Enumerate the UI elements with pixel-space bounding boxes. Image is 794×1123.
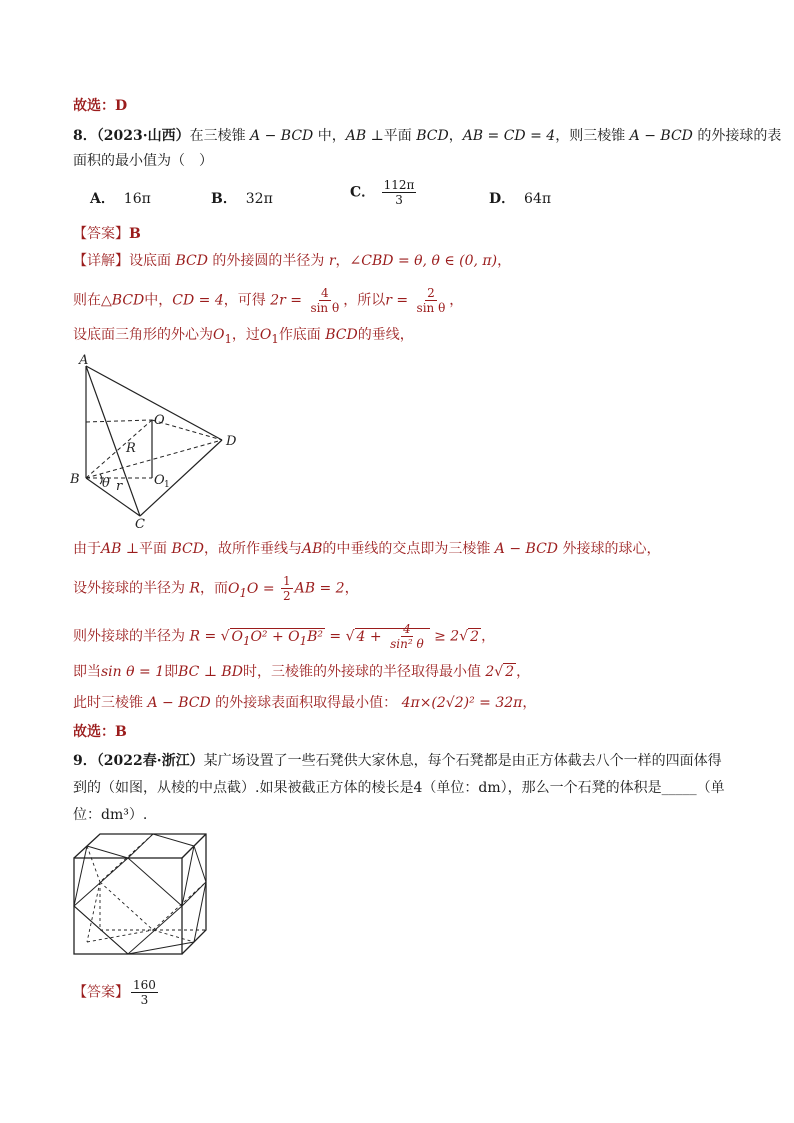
tetrahedron-figure: [70, 350, 250, 530]
text: 则在: [73, 292, 101, 309]
text: ，故所作垂线与: [203, 541, 302, 557]
text: 设底面: [129, 253, 171, 269]
text: 即当: [73, 664, 101, 680]
text: ，可得: [223, 292, 266, 309]
q8-detail-line3: 设底面三角形的外心为$O_1$，过$O_1$作底面 BCD的垂线，: [73, 327, 414, 346]
svg-text:r: r: [116, 479, 123, 494]
q8-text: 中，: [317, 128, 346, 144]
q8-option-c[interactable]: [350, 178, 418, 207]
text: 此时三棱锥: [73, 695, 143, 711]
option-label: C．: [350, 184, 376, 201]
q8-text: 在三棱锥: [189, 128, 246, 144]
svg-text:O: O: [154, 413, 165, 428]
answer-label: 【答案】: [73, 226, 129, 242]
q8-reason-line1: 由于AB ⊥平面 BCD，故所作垂线与AB的中垂线的交点即为三棱锥 A − BCD 外接球的球心，: [73, 541, 661, 557]
text: 的垂线，: [357, 327, 414, 343]
q8-answer: [73, 225, 141, 243]
q8-reason-line3: 则外接球的半径为 R = √ $O_1O^2 + O_1B^2$ = √ 4 + $\frac{4}{\text{sin² θ}}$ ≥ 2√ 2 ，: [73, 622, 496, 651]
text: 则外接球的半径为: [73, 628, 185, 645]
q8-stem-line2: 面积的最小值为（ ）: [73, 153, 213, 169]
option-value: 32π: [245, 191, 273, 207]
text: 的外接球表面积取得最小值：: [215, 695, 398, 711]
q8-final-answer: 故选：B: [73, 724, 127, 740]
q8-source: （2023·山西）: [96, 128, 190, 144]
text: 时，三棱锥的外接球的半径取得最小值: [242, 664, 481, 680]
cube-stool-figure: [70, 830, 220, 962]
q9-number: 9．: [73, 753, 97, 769]
q8-reason-line2: 设外接球的半径为 R，而$O_1O$ = $\frac{1}{2}$ AB = 2，: [73, 574, 359, 603]
q8-reason-line5: 此时三棱锥 A − BCD 的外接球表面积取得最小值： 4π×(2√2)² = 32π，: [73, 695, 537, 711]
option-label: D．: [489, 191, 516, 207]
text: 设底面三角形的外心为: [73, 327, 213, 343]
option-label: A．: [90, 191, 115, 207]
answer-label: 【答案】: [73, 984, 129, 1001]
q8-text: ，: [448, 128, 463, 144]
q9-stem-line2: 到的（如图，从棱的中点截）.如果被截正方体的棱长是4（单位：dm），那么一个石凳的体积是_____（单: [73, 780, 725, 796]
q9-stem-line3: 位：dm³）.: [73, 807, 148, 823]
q8-detail-line2: 则在△BCD中，CD = 4，可得 2r = $\frac{4}{\text{sin θ}}$ ，所以r = $\frac{2}{\text{sin θ}}$ ，: [73, 286, 464, 315]
text: 平面: [139, 541, 168, 557]
text: ，过: [231, 327, 260, 343]
text: ，所以: [343, 292, 386, 309]
svg-text:R: R: [126, 441, 136, 456]
text: 的中垂线的交点即为三棱锥: [322, 541, 491, 557]
svg-text:C: C: [135, 517, 145, 530]
svg-text:O: O: [154, 473, 165, 488]
detail-label: 【详解】: [73, 253, 129, 269]
option-label: B．: [211, 191, 237, 207]
svg-text:1: 1: [164, 480, 170, 490]
q8-number: 8．: [73, 128, 97, 144]
q8-text: 的外接球的表: [697, 128, 782, 144]
q8-option-d[interactable]: [489, 188, 551, 208]
text: 即: [164, 664, 179, 680]
svg-text:D: D: [226, 434, 237, 449]
svg-text:A: A: [79, 353, 89, 368]
q9-text: 某广场设置了一些石凳供大家休息，每个石凳都是由正方体截去八个一样的四面体得: [203, 753, 722, 769]
svg-text:B: B: [70, 472, 80, 487]
answer-fraction: $\frac{160}{3}$: [133, 978, 156, 1007]
q8-text: ，则三棱锥: [555, 128, 626, 144]
q9-source: （2022春·浙江）: [96, 753, 204, 769]
text: 中，: [144, 292, 173, 309]
text: ，而: [200, 580, 228, 597]
option-value: 64π: [524, 191, 552, 207]
answer-value: B: [129, 226, 141, 242]
q8-option-b[interactable]: [211, 188, 273, 208]
q8-detail-line1: 【详解】设底面 BCD 的外接圆的半径为 r，∠CBD = θ, θ ∈ (0, π)，: [73, 253, 512, 269]
q8-text: 平面: [383, 128, 412, 144]
prev-answer: 故选：D: [73, 98, 128, 114]
text: 的外接圆的半径为: [212, 253, 325, 269]
text: 设外接球的半径为: [73, 580, 185, 597]
text: 外接球的球心，: [562, 541, 661, 557]
q9-stem-line1: [73, 752, 722, 770]
text: 由于: [73, 541, 101, 557]
q8-reason-line4: 即当sin θ = 1即BC ⊥ BD时，三棱锥的外接球的半径取得最小值 2√ 2 ，: [73, 664, 531, 680]
q8-stem-line1: 8．（2023·山西）在三棱锥 A − BCD 中，AB ⊥平面 BCD，AB = CD = 4，则三棱锥 A − BCD 的外接球的表: [73, 128, 782, 144]
q9-answer: [73, 978, 160, 1007]
text: 作底面: [278, 327, 321, 343]
option-value: 16π: [123, 191, 151, 207]
option-value-fraction: $\frac{112\pi}{3}$: [383, 178, 415, 207]
svg-text:θ: θ: [102, 476, 110, 491]
q8-option-a[interactable]: [90, 188, 151, 208]
